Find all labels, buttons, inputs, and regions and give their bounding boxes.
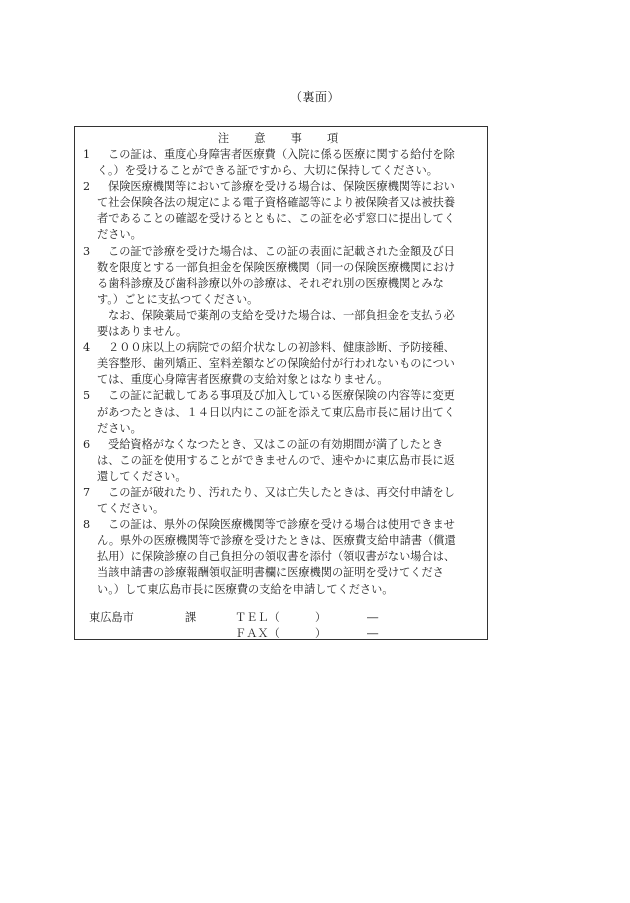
item-line: 者であることの確認を受けるとともに、この証を必ず窓口に提出してく xyxy=(97,212,456,226)
notice-item-8 xyxy=(83,517,480,597)
page-heading: （裏面） xyxy=(289,90,340,104)
item-number: 6 xyxy=(83,437,91,451)
fax-close-paren: ） xyxy=(315,626,327,640)
item-line: 還してください。 xyxy=(97,469,187,483)
tel-dash: ― xyxy=(367,610,379,624)
notice-item-3 xyxy=(83,244,480,341)
tel-close-paren: ） xyxy=(315,610,327,624)
item-line: 当該申請書の診療報酬領収証明書欄に医療機関の証明を受けてくださ xyxy=(97,566,444,580)
notice-item-2 xyxy=(83,179,480,243)
notice-box xyxy=(74,126,488,640)
item-line: く。）を受けることができる証ですから、大切に保持してください。 xyxy=(97,164,438,178)
item-line: この証に記載してある事項及び加入している医療保険の内容等に変更 xyxy=(108,389,455,403)
city-name: 東広島市 xyxy=(89,610,134,624)
fax-label: ＦＡＸ（ xyxy=(235,626,280,640)
item-line: この証で診療を受けた場合は、この証の表面に記載された金額及び日 xyxy=(108,244,455,258)
item-text xyxy=(97,437,480,485)
item-line: があつたときは、１４日以内にこの証を添えて東広島市長に届け出てく xyxy=(97,405,456,419)
item-line: てください。 xyxy=(97,502,165,516)
item-number: 2 xyxy=(83,180,91,194)
item-line: ださい。 xyxy=(97,421,142,435)
item-text xyxy=(97,485,480,517)
item-number: 5 xyxy=(83,389,91,403)
item-line: ２００床以上の病院での紹介状なしの初診料、健康診断、予防接種、 xyxy=(108,341,455,355)
notice-item-6 xyxy=(83,437,480,485)
department-label: 課 xyxy=(185,610,197,624)
item-line: 要はありません。 xyxy=(97,325,188,339)
contact-footer xyxy=(83,610,480,650)
item-line: この証は、重度心身障害者医療費（入院に係る医療に関する給付を除 xyxy=(108,148,455,161)
notice-item-5 xyxy=(83,388,480,436)
item-text xyxy=(97,147,480,179)
item-line: い。）して東広島市長に医療費の支給を申請してください。 xyxy=(97,582,394,596)
item-number: 4 xyxy=(83,341,91,355)
fax-dash: ― xyxy=(367,626,379,640)
item-text xyxy=(97,517,480,597)
item-number: 8 xyxy=(83,518,91,532)
item-line: 受給資格がなくなつたとき、又はこの証の有効期間が満了したとき xyxy=(108,437,444,451)
item-line: ては、重度心身障害者医療費の支給対象とはなりません。 xyxy=(97,373,389,387)
item-text xyxy=(97,388,480,436)
item-text xyxy=(97,179,480,243)
item-number: 3 xyxy=(83,244,91,258)
item-line: す。）ごとに支払つてください。 xyxy=(97,292,259,306)
item-line: 美容整形、歯列矯正、室料差額などの保険給付が行われないものについ xyxy=(97,357,455,371)
item-line: この証が破れたり、汚れたり、又は亡失したときは、再交付申請をし xyxy=(108,485,455,499)
item-line: 保険医療機関等において診療を受ける場合は、保険医療機関等におい xyxy=(108,180,455,194)
item-line: て社会保険各法の規定による電子資格確認等により被保険者又は被扶養 xyxy=(97,196,456,210)
notice-title: 注 意 事 項 xyxy=(217,132,346,145)
notice-item-7 xyxy=(83,485,480,517)
notice-item-1 xyxy=(83,147,480,179)
item-line: 払用）に保険診療の自己負担分の領収書を添付（領収書がない場合は、 xyxy=(97,550,456,564)
item-line: は、この証を使用することができませんので、速やかに東広島市長に返 xyxy=(97,453,455,467)
item-line: なお、保険薬局で薬剤の支給を受けた場合は、一部負担金を支払う必 xyxy=(108,308,455,322)
tel-label: ＴＥＬ（ xyxy=(235,610,280,624)
notice-item-4 xyxy=(83,340,480,388)
item-line: ださい。 xyxy=(97,228,142,242)
item-line: ん。県外の医療機関等で診療を受けたときは、医療費支給申請書（償還 xyxy=(97,534,456,548)
item-number: 7 xyxy=(83,485,91,499)
item-number: 1 xyxy=(83,148,91,161)
item-line: る歯科診療及び歯科診療以外の診療は、それぞれ別の医療機関とみな xyxy=(97,276,444,290)
item-line: この証は、県外の保険医療機関等で診療を受ける場合は使用できませ xyxy=(108,518,455,532)
item-text xyxy=(97,340,480,388)
item-text xyxy=(97,244,480,341)
item-line: 数を限度とする一部負担金を保険医療機関（同一の保険医療機関におけ xyxy=(97,260,456,274)
